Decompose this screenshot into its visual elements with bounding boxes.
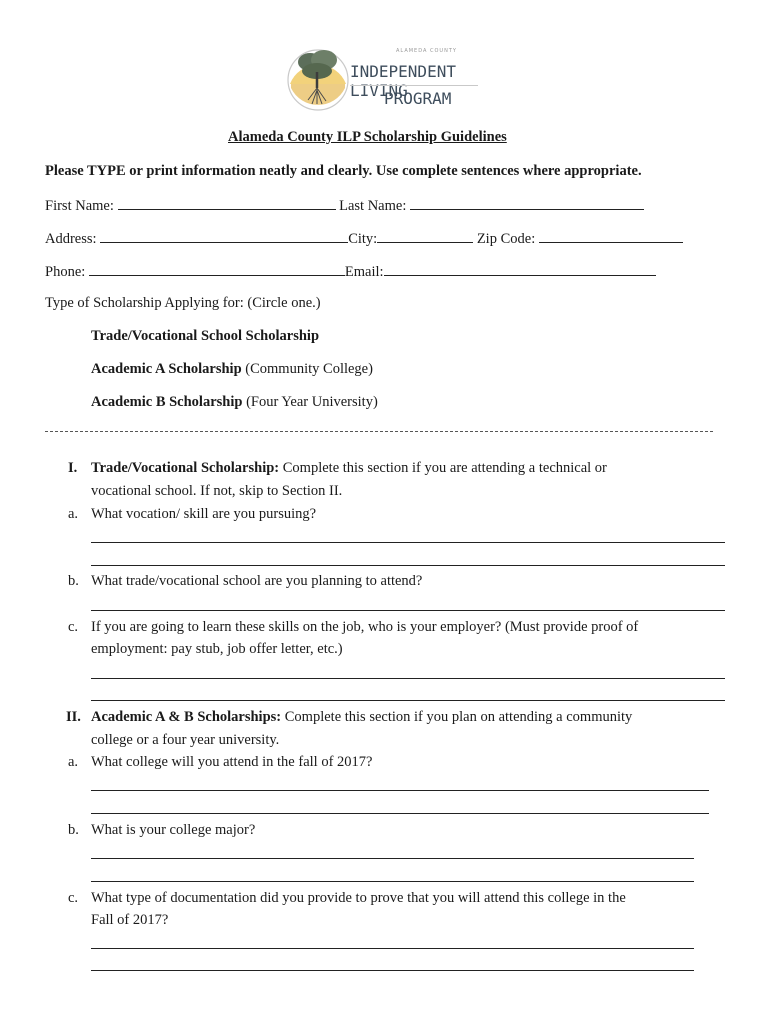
q2c-text: What type of documentation did you provide to prove that you will attend this college in the — [91, 890, 626, 906]
option-name: Academic A Scholarship — [91, 361, 242, 377]
first-name-field[interactable] — [118, 195, 336, 210]
q2b-answer-line-1[interactable] — [91, 858, 694, 859]
first-name-label: First Name: — [45, 198, 114, 214]
scholarship-option-academic-b[interactable] — [91, 393, 378, 411]
option-detail: (Community College) — [245, 361, 373, 377]
q2a-text: What college will you attend in the fall of 2017? — [91, 754, 373, 770]
phone-label: Phone: — [45, 264, 86, 280]
email-label: Email: — [344, 264, 384, 280]
q2c-letter: c. — [68, 890, 79, 906]
section2-heading: Academic A & B Scholarships: — [91, 709, 282, 725]
q2a-answer-line-1[interactable] — [91, 790, 709, 791]
tree-emblem-icon — [286, 44, 356, 116]
q1a-text: What vocation/ skill are you pursuing? — [91, 506, 317, 522]
phone-row — [45, 261, 656, 281]
q1a-answer-line-2[interactable] — [91, 565, 725, 566]
q2c-answer-line-1[interactable] — [91, 948, 694, 949]
program-logo — [286, 44, 486, 116]
section1-numeral: I. — [68, 460, 78, 476]
last-name-label: Last Name: — [339, 198, 407, 214]
q1c-text2: employment: pay stub, job offer letter, etc.) — [91, 641, 343, 657]
scholarship-option-trade[interactable] — [91, 327, 319, 345]
section1-text1: Complete this section if you are attending a technical or — [282, 460, 607, 476]
city-field[interactable] — [377, 228, 473, 243]
scholarship-prompt: Type of Scholarship Applying for: (Circle one.) — [45, 295, 321, 311]
zip-label: Zip Code: — [476, 231, 536, 247]
dashed-divider — [45, 431, 713, 432]
q1a-answer-line-1[interactable] — [91, 542, 725, 543]
phone-field[interactable] — [89, 261, 345, 276]
q2a-answer-line-2[interactable] — [91, 813, 709, 814]
logo-small-text: ALAMEDA COUNTY — [396, 48, 457, 54]
section1-text2: vocational school. If not, skip to Section II. — [91, 483, 343, 499]
address-row — [45, 228, 683, 248]
logo-divider — [350, 85, 478, 86]
scholarship-option-academic-a[interactable] — [91, 360, 373, 378]
address-label: Address: — [45, 231, 97, 247]
q2a-letter: a. — [68, 754, 79, 770]
logo-line1: INDEPENDENT LIVING — [350, 62, 456, 100]
q1c-letter: c. — [68, 619, 79, 635]
email-field[interactable] — [384, 261, 656, 276]
option-name: Trade/Vocational School Scholarship — [91, 328, 320, 344]
q1c-answer-line-1[interactable] — [91, 678, 725, 679]
q1b-text: What trade/vocational school are you planning to attend? — [91, 573, 423, 589]
section2-text2: college or a four year university. — [91, 732, 280, 748]
address-field[interactable] — [100, 228, 348, 243]
option-name: Academic B Scholarship — [91, 394, 243, 410]
q2c-answer-line-2[interactable] — [91, 970, 694, 971]
q2b-answer-line-2[interactable] — [91, 881, 694, 882]
q1c-answer-line-2[interactable] — [91, 700, 725, 701]
section1-intro — [91, 459, 607, 477]
section1-heading: Trade/Vocational Scholarship: — [91, 460, 280, 476]
last-name-field[interactable] — [410, 195, 644, 210]
q2b-letter: b. — [68, 822, 79, 838]
zip-field[interactable] — [539, 228, 683, 243]
q1b-answer-line[interactable] — [91, 610, 725, 611]
q1a-letter: a. — [68, 506, 79, 522]
first-name-row — [45, 195, 644, 215]
section2-intro — [91, 708, 632, 726]
q2b-text: What is your college major? — [91, 822, 256, 838]
q2c-text2: Fall of 2017? — [91, 912, 169, 928]
section2-text1: Complete this section if you plan on attending a community — [284, 709, 633, 725]
city-label: City: — [348, 231, 378, 247]
option-detail: (Four Year University) — [246, 394, 378, 410]
instructions: Please TYPE or print information neatly and clearly. Use complete sentences where appropriate. — [45, 163, 642, 179]
logo-line2: PROGRAM — [384, 89, 452, 108]
section2-numeral: II. — [66, 709, 81, 725]
q1c-text: If you are going to learn these skills on the job, who is your employer? (Must provide proof of — [91, 619, 639, 635]
page-title: Alameda County ILP Scholarship Guidelines — [228, 129, 507, 145]
q1b-letter: b. — [68, 573, 79, 589]
